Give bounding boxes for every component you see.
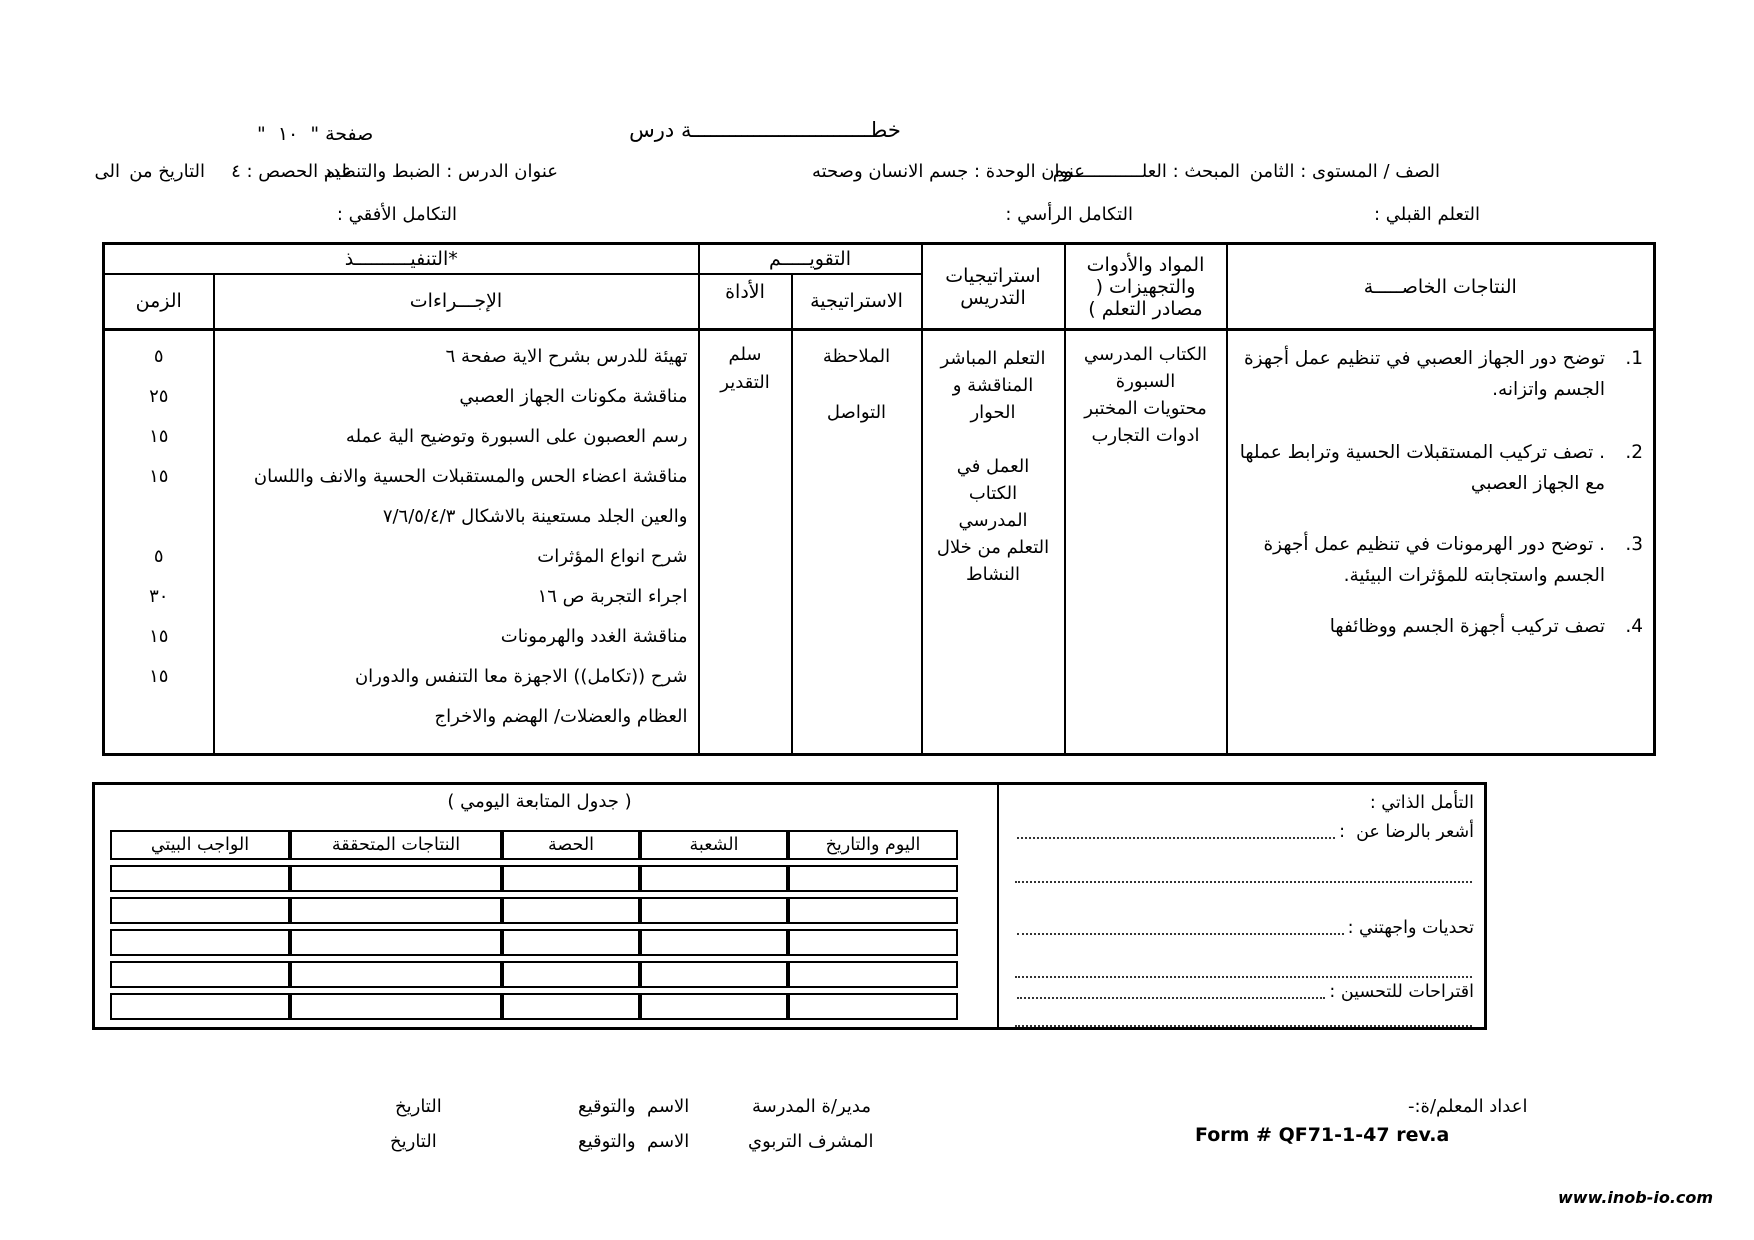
reflection-title: [1015, 793, 1474, 813]
dotted-writing-line: [1015, 976, 1472, 978]
unit-title-label: عنوان الوحدة : جسم الانسان وصحته: [811, 161, 1085, 182]
outcomes-column-header: النتاجات الخاصـــــة: [1227, 244, 1655, 330]
evaluation-strategy-header: الاستراتيجية: [792, 274, 922, 330]
supervisor-name-signature-label: الاسم والتوقيع: [578, 1131, 690, 1152]
material-item: ادوات التجارب: [1091, 425, 1200, 446]
followup-col-day-date: اليوم والتاريخ: [788, 830, 958, 860]
procedure-line: شرح ((تكامل)) الاجهزة معا التنفس والدوران: [354, 666, 688, 687]
materials-cell: [1065, 330, 1227, 755]
followup-reflection-box: [92, 782, 1487, 1030]
followup-header-row: [110, 830, 958, 860]
supervisor-date-label: التاريخ: [390, 1131, 437, 1152]
time-value: [105, 497, 213, 537]
principal-date-label: التاريخ: [395, 1096, 442, 1117]
procedure-line: مناقشة الغدد والهرمونات: [500, 626, 688, 647]
followup-empty-row: [110, 961, 958, 988]
followup-col-period: الحصة: [502, 830, 640, 860]
teaching-strategy-item: التعلم المباشر: [940, 348, 1046, 369]
date-from-label: التاريخ من: [129, 161, 205, 182]
satisfied-label: أشعر بالرضا عن :: [1339, 822, 1474, 842]
daily-followup-table: [110, 825, 958, 1025]
teaching-strategy-item: النشاط: [965, 564, 1021, 585]
outcome-number: 3.: [1625, 534, 1643, 555]
reflection-suggestions-row: [1015, 981, 1474, 1002]
procedure-line: مناقشة اعضاء الحس والمستقبلات الحسية والانف واللسان: [253, 466, 688, 487]
evaluation-tool-item: التقدير: [720, 372, 770, 393]
class-level-label: الصف / المستوى : الثامن: [1249, 161, 1440, 182]
followup-table-title: ( جدول المتابعة اليومي ): [447, 791, 632, 812]
teaching-strategy-item: المناقشة و: [952, 375, 1034, 396]
time-value: ٣٠: [149, 586, 169, 607]
procedure-line: والعين الجلد مستعينة بالاشكال ٧/٦/٥/٤/٣: [382, 506, 688, 527]
procedure-line: رسم العصبون على السبورة وتوضيح الية عمله: [345, 426, 688, 447]
evaluation-tool-header: الأداة: [699, 274, 792, 330]
teaching-strategy-item: المدرسي: [958, 510, 1028, 531]
procedure-line: شرح انواع المؤثرات: [537, 546, 688, 567]
material-item: محتويات المختبر: [1084, 398, 1207, 419]
followup-col-section: الشعبة: [640, 830, 788, 860]
evaluation-strategy-item: الملاحظة: [822, 346, 891, 367]
dotted-writing-line: [1017, 821, 1335, 839]
followup-col-homework: الواجب البيتي: [110, 830, 290, 860]
periods-count-label: عدد الحصص : ٤: [231, 161, 352, 182]
prepared-by-label: اعداد المعلم/ة:-: [1408, 1096, 1528, 1117]
teaching-strategy-item: الكتاب: [968, 483, 1018, 504]
dotted-writing-line: [1017, 917, 1344, 935]
subject-label: المبحث : العلـــــــــــــوم: [1052, 161, 1240, 182]
dotted-writing-line: [1017, 981, 1325, 999]
prior-learning-label: التعلم القبلي :: [1373, 204, 1480, 225]
procedure-line: اجراء التجربة ص ١٦: [537, 586, 688, 607]
teaching-strategies-cell: [922, 330, 1065, 755]
outcome-number: 4.: [1625, 616, 1643, 637]
evaluation-tool-item: سلم: [728, 344, 762, 365]
time-value: ١٥: [149, 466, 169, 487]
time-header: الزمن: [104, 274, 214, 330]
vertical-integration-label: التكامل الرأسي :: [1005, 204, 1133, 225]
outcome-text: . تصف تركيب المستقبلات الحسية وترابط عملها مع الجهاز العصبي: [1239, 442, 1605, 494]
outcomes-cell: [1227, 330, 1655, 755]
outcome-text: . توضح دور الهرمونات في تنظيم عمل أجهزة الجسم واستجابته للمؤثرات البيئية.: [1263, 534, 1605, 586]
followup-col-achieved-outcomes: النتاجات المتحققة: [290, 830, 502, 860]
outcome-item: [1236, 343, 1644, 405]
suggestions-label: اقتراحات للتحسين :: [1329, 982, 1474, 1002]
evaluation-strategy-item: التواصل: [826, 402, 887, 423]
evaluation-strategy-cell: [792, 330, 922, 755]
time-value: ٥: [153, 546, 164, 567]
followup-empty-row: [110, 897, 958, 924]
dotted-writing-line: [1015, 881, 1472, 883]
time-value: ٥: [153, 346, 164, 367]
evaluation-group-header: التقويـــــم: [699, 244, 922, 274]
time-value: ١٥: [149, 626, 169, 647]
outcome-number: 1.: [1625, 348, 1643, 369]
outcome-number: 2.: [1625, 442, 1643, 463]
time-cell: [104, 330, 214, 755]
supervisor-label: المشرف التربوي: [748, 1131, 874, 1152]
principal-name-signature-label: الاسم والتوقيع: [578, 1096, 690, 1117]
time-value: ١٥: [149, 426, 169, 447]
teaching-strategy-item: [923, 426, 1064, 453]
material-item: السبورة: [1115, 371, 1176, 392]
section-divider: [997, 785, 999, 1027]
outcome-text: توضح دور الجهاز العصبي في تنظيم عمل أجهزة الجسم واتزانه.: [1243, 348, 1605, 400]
page-number-label: صفحة " ١٠ ": [257, 123, 374, 145]
evaluation-tool-cell: [699, 330, 792, 755]
teaching-strategy-item: العمل في: [956, 456, 1030, 477]
outcome-item: [1236, 437, 1644, 499]
reflection-challenges-row: [1015, 917, 1474, 938]
horizontal-integration-label: التكامل الأفقي :: [336, 204, 457, 225]
dotted-writing-line: [1015, 1025, 1472, 1027]
principal-label: مدير/ة المدرسة: [752, 1096, 872, 1117]
document-title: خطـــــــــــــــــــــــــــــة درس: [629, 118, 901, 142]
teaching-strategy-item: التعلم من خلال: [936, 537, 1050, 558]
followup-empty-row: [110, 993, 958, 1020]
lesson-title-label: عنوان الدرس : الضبط والتنظيم: [323, 161, 558, 182]
teaching-strategy-item: الحوار: [970, 402, 1016, 423]
followup-empty-row: [110, 865, 958, 892]
reflection-satisfied-row: [1015, 821, 1474, 842]
outcome-item: [1236, 611, 1644, 642]
material-item: الكتاب المدرسي: [1083, 344, 1208, 365]
procedures-cell: [214, 330, 699, 755]
materials-column-header: المواد والأدوات والتجهيزات ( مصادر التعلم ): [1065, 244, 1227, 330]
procedure-line: العظام والعضلات/ الهضم والاخراج: [434, 706, 688, 727]
watermark: www.inob-io.com: [1558, 1188, 1714, 1207]
time-value: ٢٥: [149, 386, 169, 407]
procedure-line: مناقشة مكونات الجهاز العصبي: [459, 386, 688, 407]
time-value: ١٥: [149, 666, 169, 687]
time-value: [105, 697, 213, 737]
outcome-text: تصف تركيب أجهزة الجسم ووظائفها: [1329, 616, 1605, 637]
challenges-label: تحديات واجهتني :: [1347, 918, 1474, 938]
outcome-item: [1236, 529, 1644, 591]
date-to-label: الى: [94, 161, 120, 182]
procedure-line: تهيئة للدرس بشرح الاية صفحة ٦: [445, 346, 688, 367]
lesson-plan-table: [102, 242, 1656, 756]
followup-empty-row: [110, 929, 958, 956]
reflection-title-label: التأمل الذاتي :: [1369, 793, 1474, 813]
implementation-group-header: *التنفيــــــــــذ: [104, 244, 699, 274]
teaching-strategies-column-header: استراتيجيات التدريس: [922, 244, 1065, 330]
form-number-label: Form # QF71-1-47 rev.a: [1195, 1124, 1450, 1146]
self-reflection-section: [1001, 785, 1484, 1027]
procedures-header: الإجـــراءات: [214, 274, 699, 330]
